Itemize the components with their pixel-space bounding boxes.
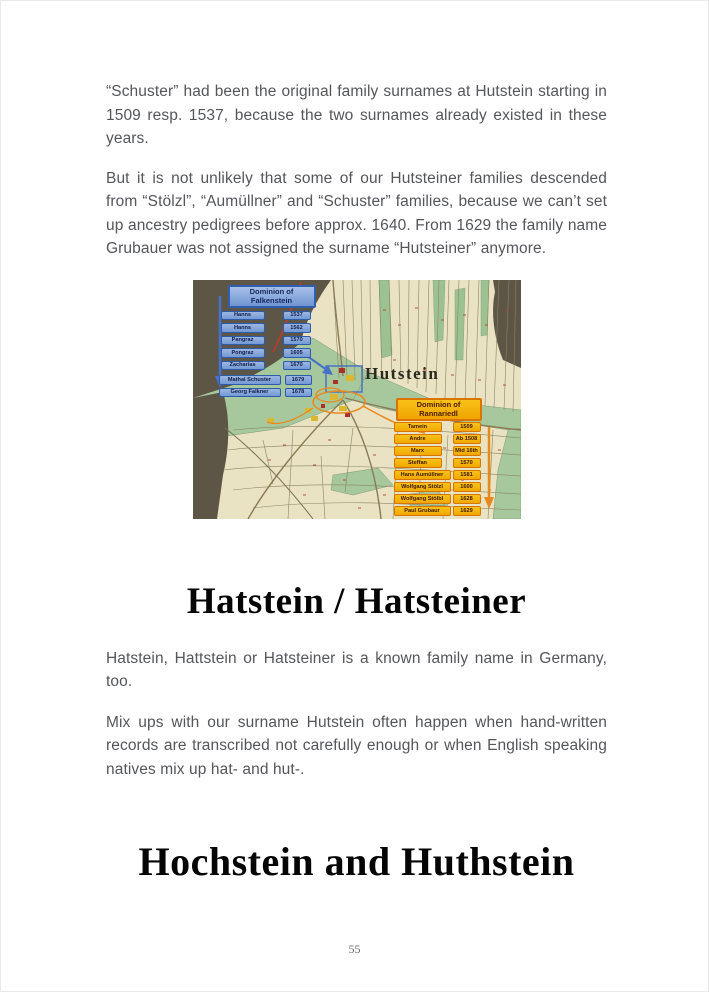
map-place-label: Hutstein bbox=[364, 363, 439, 383]
falkenstein-name: Mathal Schuster bbox=[219, 375, 281, 385]
falkenstein-year: 1605 bbox=[283, 348, 311, 358]
rannariedl-year: Mid 16th bbox=[453, 446, 481, 456]
paragraph-descent-theory: But it is not unlikely that some of our Hutsteiner families descended from “Stölzl”, “Aumüllner” and “Schuster” families, because we can’t set up ancestry pedigrees before approx. 1640. From 1629 the family name Grubauer was not assigned the surname “Hutsteiner” anymore. bbox=[106, 169, 607, 257]
rannariedl-year: Ab 1508 bbox=[453, 434, 481, 444]
paragraph-hatstein-germany: Hatstein, Hattstein or Hatsteiner is a known family name in Germany, too. bbox=[106, 649, 607, 690]
falkenstein-name: Hanns bbox=[221, 311, 265, 321]
rannariedl-year: 1581 bbox=[453, 470, 481, 480]
rannariedl-name: Paul Grubaur bbox=[394, 506, 451, 516]
falkenstein-year: 1678 bbox=[285, 388, 312, 398]
rannariedl-year: 1628 bbox=[453, 494, 481, 504]
rannariedl-name: Marx bbox=[394, 446, 442, 456]
rannariedl-name: Hans Aumüllner bbox=[394, 470, 451, 480]
rannariedl-name: Steffan bbox=[394, 458, 442, 468]
rannariedl-dominion-label bbox=[396, 398, 482, 421]
rannariedl-year: 1600 bbox=[453, 482, 481, 492]
rannariedl-title-line1: Dominion of bbox=[416, 400, 461, 409]
falkenstein-year: 1570 bbox=[283, 336, 311, 346]
falkenstein-year: 1537 bbox=[283, 311, 311, 321]
falkenstein-title-line1: Dominion of bbox=[249, 287, 294, 296]
paragraph-mixups: Mix ups with our surname Hutstein often happen when hand-written records are transcribed not carefully enough or when English speaking natives mix up hat- and hut-. bbox=[106, 713, 607, 778]
hutstein-map-figure bbox=[193, 280, 521, 519]
falkenstein-title-line2: Falkenstein bbox=[250, 296, 293, 305]
rannariedl-name: Tamein bbox=[394, 422, 442, 432]
rannariedl-year: 1509 bbox=[453, 422, 481, 432]
rannariedl-year: 1570 bbox=[453, 458, 481, 468]
falkenstein-name: Zacharias bbox=[221, 361, 265, 371]
heading-hochstein-huthstein: Hochstein and Huthstein bbox=[138, 839, 575, 884]
rannariedl-name: Andre bbox=[394, 434, 442, 444]
falkenstein-name: Pangraz bbox=[221, 336, 265, 346]
rannariedl-title-line2: Rannariedl bbox=[419, 409, 458, 418]
rannariedl-name: Wolfgang Stölzl bbox=[394, 482, 451, 492]
paragraph-schuster-origin: “Schuster” had been the original family surnames at Hutstein starting in 1509 resp. 1537, because the two surnames already existed in these years. bbox=[106, 83, 607, 147]
falkenstein-name: Hanns bbox=[221, 323, 265, 333]
rannariedl-year: 1629 bbox=[453, 506, 481, 516]
falkenstein-name: Georg Falkner bbox=[219, 388, 281, 398]
falkenstein-year: 1679 bbox=[285, 375, 312, 385]
text-column bbox=[106, 1, 607, 887]
rannariedl-name: Wolfgang Stölbl bbox=[394, 494, 451, 504]
heading-hatstein: Hatstein / Hatsteiner bbox=[186, 580, 527, 622]
falkenstein-dominion-label bbox=[228, 285, 316, 308]
falkenstein-name: Pongraz bbox=[221, 348, 265, 358]
falkenstein-year: 1562 bbox=[283, 323, 311, 333]
page-number: 55 bbox=[348, 942, 361, 956]
falkenstein-year: 1670 bbox=[283, 361, 311, 371]
